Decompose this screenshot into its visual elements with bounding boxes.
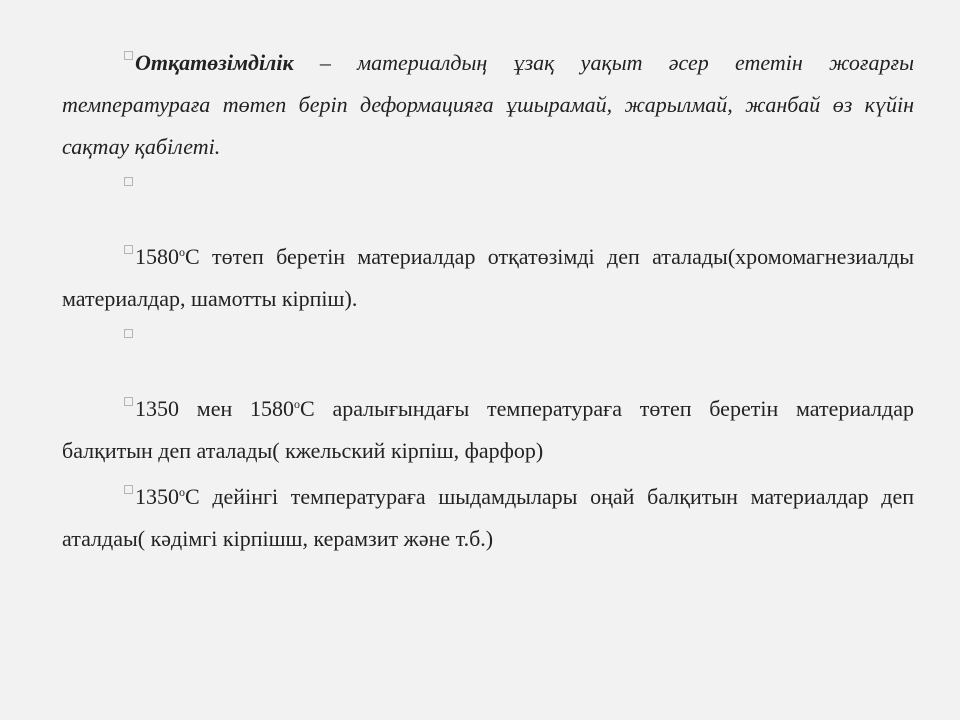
definition-paragraph (62, 42, 914, 168)
easily-fusible-text: С дейінгі температураға шыдамдылары оңай балқитын материалдар деп аталдаы( кәдімгі кірпішш, керамзит және т.б.) (62, 484, 914, 551)
temperature-value: 1350 (135, 484, 179, 509)
degree-mark: o (179, 485, 185, 499)
temperature-range: 1350 мен 1580 (135, 396, 295, 421)
square-bullet-icon (124, 177, 133, 186)
empty-bullet-line (62, 168, 914, 210)
empty-bullet-line (62, 320, 914, 362)
refractory-paragraph (62, 236, 914, 320)
degree-mark: o (179, 245, 185, 259)
temperature-value: 1580 (135, 244, 179, 269)
square-bullet-icon (124, 245, 133, 254)
fusible-paragraph (62, 388, 914, 472)
easily-fusible-paragraph (62, 476, 914, 560)
degree-mark: o (294, 397, 301, 411)
square-bullet-icon (124, 397, 133, 406)
slide-body (62, 42, 914, 560)
definition-text: – материалдың ұзақ уақыт әсер ететін жоғарғы температураға төтеп беріп деформацияға ұшырамай, жарылмай, жанбай өз күйін сақтау қабілеті. (62, 50, 914, 159)
definition-term: Отқатөзімділік (135, 50, 294, 75)
refractory-text: С төтеп беретін материалдар отқатөзімді деп аталады(хромомагнезиалды материалдар, шамотты кірпіш). (62, 244, 914, 311)
square-bullet-icon (124, 51, 133, 60)
square-bullet-icon (124, 329, 133, 338)
fusible-text: С аралығындағы температураға төтеп беретін материалдар балқитын деп аталады( кжельский кірпіш, фарфор) (62, 396, 914, 463)
square-bullet-icon (124, 485, 133, 494)
